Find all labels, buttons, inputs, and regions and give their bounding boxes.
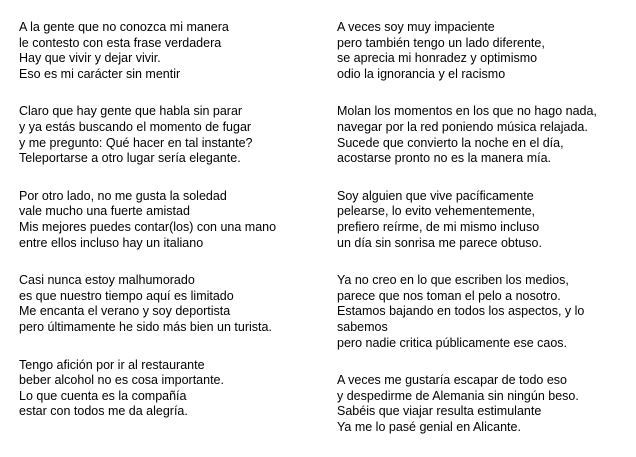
poem-line: A veces soy muy impaciente xyxy=(337,20,495,34)
poem-line: y ya estás buscando el momento de fugar xyxy=(19,119,252,134)
stanza-5 xyxy=(19,358,319,420)
poem-line: Me encanta el verano y soy deportista xyxy=(19,304,231,319)
poem-line: Claro que hay gente que habla sin parar xyxy=(19,104,243,119)
poem-line: le contesto con esta frase verdadera xyxy=(19,35,222,50)
poem-line: Por otro lado, no me gusta la soledad xyxy=(19,188,227,203)
poem-line: Teleportarse a otro lugar sería elegante. xyxy=(19,151,241,166)
stanza-9 xyxy=(337,273,636,351)
poem-line: se aprecia mi honradez y optimismo xyxy=(337,51,538,66)
poem-line: Molan los momentos en los que no hago nada, xyxy=(337,104,597,119)
stanza-8 xyxy=(337,189,636,251)
poem-line: vale mucho una fuerte amistad xyxy=(19,204,190,219)
poem-line: A veces me gustaría escapar de todo eso xyxy=(337,373,567,388)
stanza-3 xyxy=(19,189,319,251)
poem-line: Lo que cuenta es la compañía xyxy=(19,388,187,403)
stanza-4 xyxy=(19,273,319,335)
poem-line: parece que nos toman el pelo a nosotro. xyxy=(337,288,561,303)
poem-line: beber alcohol no es cosa importante. xyxy=(19,373,224,388)
poem-line: pero últimamente he sido más bien un turista. xyxy=(19,319,272,334)
poem-line: y despedirme de Alemania sin ningún beso. xyxy=(337,388,579,403)
poem-line: es que nuestro tiempo aquí es limitado xyxy=(19,288,234,303)
poem-line: Tengo afición por ir al restaurante xyxy=(19,357,205,372)
poem-line: Soy alguien que vive pacíficamente xyxy=(337,188,534,203)
stanza-2 xyxy=(19,104,319,166)
stanza-10 xyxy=(337,373,636,435)
poem-line: Mis mejores puedes contar(los) con una mano xyxy=(19,219,277,234)
poem-line: prefiero reírme, de mi mismo incluso xyxy=(337,219,540,234)
poem-line: Ya no creo en lo que escriben los medios, xyxy=(337,273,569,288)
stanza-6 xyxy=(337,20,636,82)
poem-line: Casi nunca estoy malhumorado xyxy=(19,273,195,288)
poem-line: Sucede que convierto la noche en el día, xyxy=(337,135,564,150)
poem-line: pero nadie critica públicamente ese caos. xyxy=(337,335,567,350)
poem-line: acostarse pronto no es la manera mía. xyxy=(337,151,552,166)
poem-line: un día sin sonrisa me parece obtuso. xyxy=(337,235,542,250)
poem-line: Ya me lo pasé genial en Alicante. xyxy=(337,419,521,434)
stanza-7 xyxy=(337,104,636,166)
poem-line: A la gente que no conozca mi manera xyxy=(19,20,229,34)
poem-line: Hay que vivir y dejar vivir. xyxy=(19,51,161,66)
left-column xyxy=(19,20,319,442)
poem-line: navegar por la red poniendo música relajada. xyxy=(337,119,588,134)
poem-line: Estamos bajando en todos los aspectos, y lo xyxy=(337,304,585,319)
poem-line: sabemos xyxy=(337,319,388,334)
poem-line: Sabéis que viajar resulta estimulante xyxy=(337,404,542,419)
stanza-1 xyxy=(19,20,319,82)
poem-line: y me pregunto: Qué hacer en tal instante? xyxy=(19,135,253,150)
poem-line: estar con todos me da alegría. xyxy=(19,404,188,419)
poem-line: pelearse, lo evito vehementemente, xyxy=(337,204,536,219)
right-column xyxy=(337,20,636,457)
poem-line: entre ellos incluso hay un italiano xyxy=(19,235,204,250)
poem-line: Eso es mi carácter sin mentir xyxy=(19,66,181,81)
poem-line: pero también tengo un lado diferente, xyxy=(337,35,545,50)
poem-line: odio la ignorancia y el racismo xyxy=(337,66,506,81)
